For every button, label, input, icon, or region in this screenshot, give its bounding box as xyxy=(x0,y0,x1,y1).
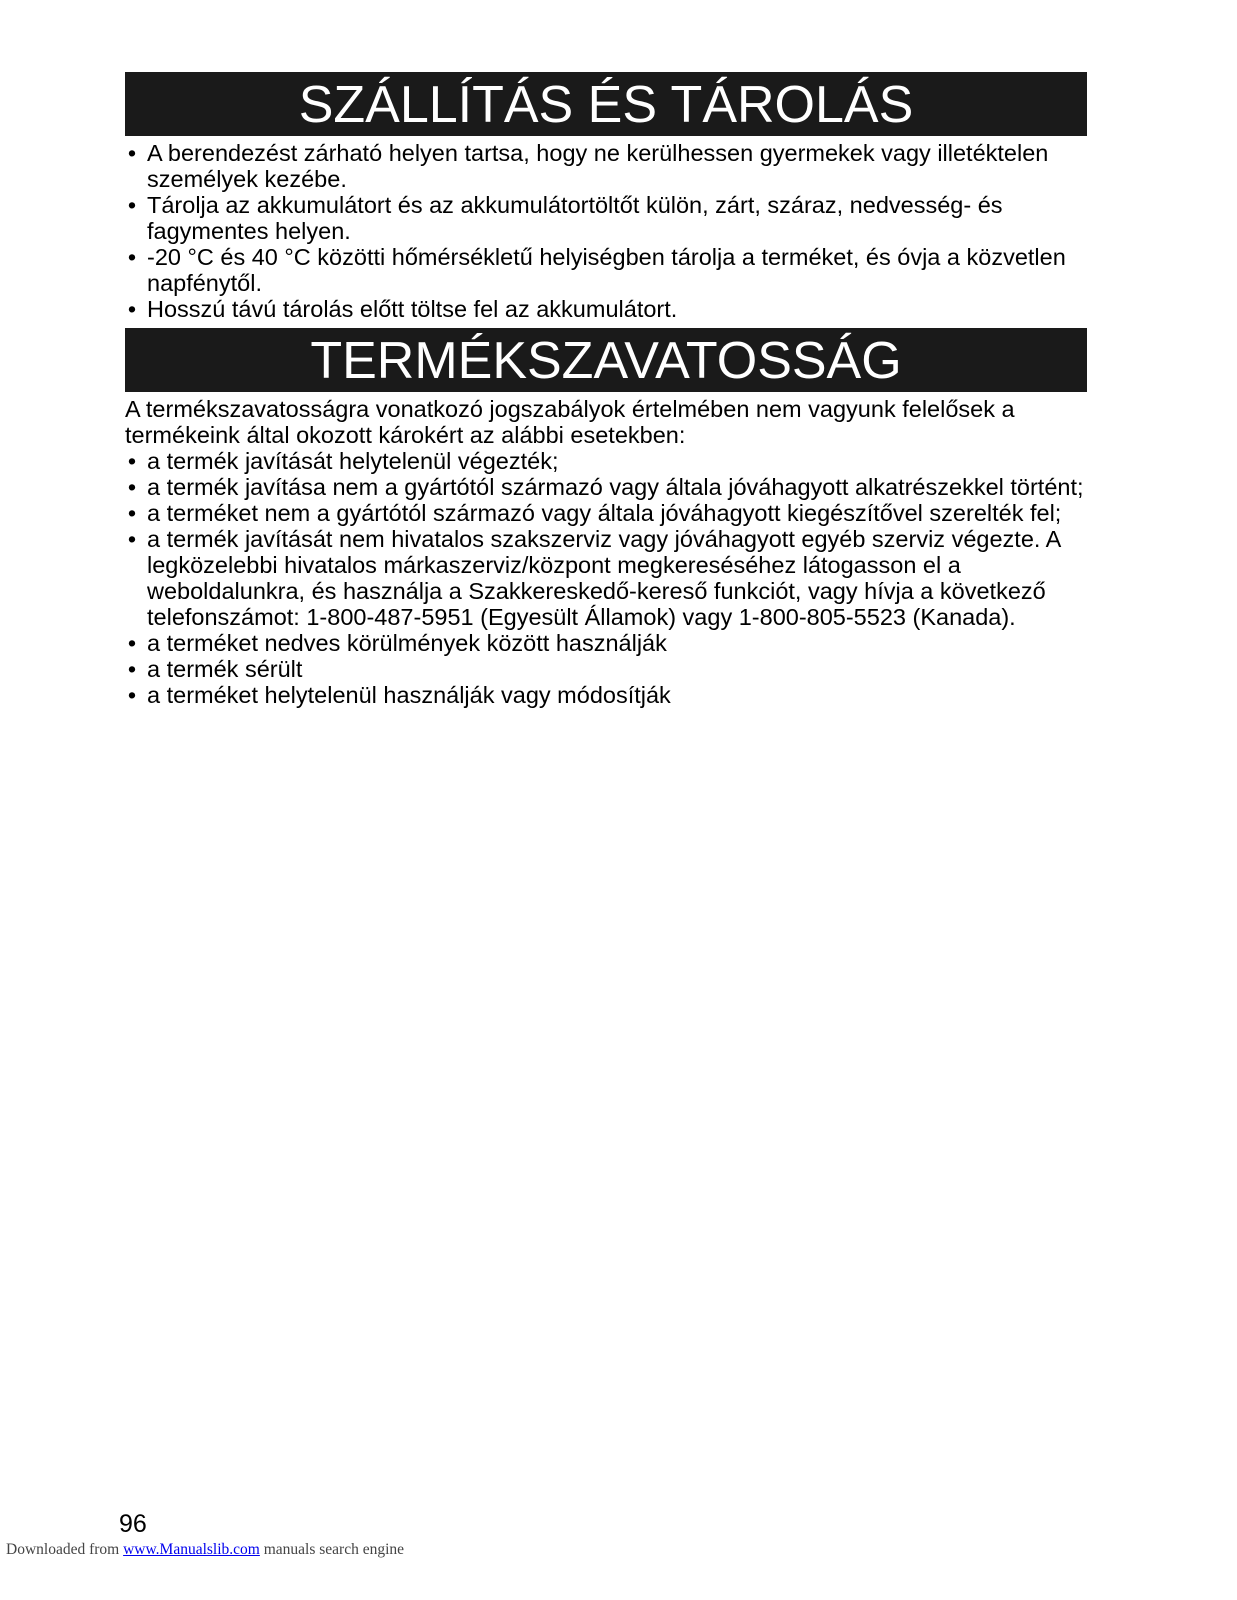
list-item: • Hosszú távú tárolás előtt töltse fel az akkumulátort. xyxy=(125,296,1087,322)
list-item: • a termék javítása nem a gyártótól származó vagy általa jóváhagyott alkatrészekkel történt; xyxy=(125,474,1087,500)
list-item: • -20 °C és 40 °C közötti hőmérsékletű helyiségben tárolja a terméket, és óvja a közvetlen napfénytől. xyxy=(125,244,1087,296)
footer-prefix: Downloaded from xyxy=(6,1541,124,1558)
bullet-icon: • xyxy=(127,526,137,552)
bullet-icon: • xyxy=(127,630,137,656)
list-item: • a terméket nedves körülmények között használják xyxy=(125,630,1087,656)
bullet-icon: • xyxy=(127,140,137,166)
section-header-warranty: TERMÉKSZAVATOSSÁG xyxy=(125,328,1087,392)
bullet-icon: • xyxy=(127,448,137,474)
bullet-icon: • xyxy=(127,500,137,526)
bullet-icon: • xyxy=(127,682,137,708)
warranty-intro: A termékszavatosságra vonatkozó jogszabályok értelmében nem vagyunk felelősek a termékeink által okozott károkért az alábbi esetekben: xyxy=(125,396,1015,448)
bullet-icon: • xyxy=(127,656,137,682)
manualslib-link[interactable]: www.Manualslib.com xyxy=(123,1541,260,1558)
section-header-storage: SZÁLLÍTÁS ÉS TÁROLÁS xyxy=(125,72,1087,136)
bullet-icon: • xyxy=(127,296,137,322)
page-content xyxy=(125,72,1087,714)
storage-list xyxy=(125,140,1087,322)
download-footer xyxy=(6,1541,404,1559)
bullet-icon: • xyxy=(127,244,137,270)
bullet-icon: • xyxy=(127,192,137,218)
footer-suffix: manuals search engine xyxy=(259,1541,405,1558)
list-item: • A berendezést zárható helyen tartsa, hogy ne kerülhessen gyermekek vagy illetéktelen személyek kezébe. xyxy=(125,140,1087,192)
list-item: • a termék sérült xyxy=(125,656,1087,682)
list-item: • Tárolja az akkumulátort és az akkumulátortöltőt külön, zárt, száraz, nedvesség- és fagymentes helyen. xyxy=(125,192,1087,244)
list-item: • a terméket helytelenül használják vagy módosítják xyxy=(125,682,1087,708)
page-number: 96 xyxy=(119,1510,147,1538)
bullet-icon: • xyxy=(127,474,137,500)
list-item: • a termék javítását helytelenül végezték; xyxy=(125,448,1087,474)
list-item: • a terméket nem a gyártótól származó vagy általa jóváhagyott kiegészítővel szerelték fel; xyxy=(125,500,1087,526)
warranty-list xyxy=(125,448,1087,708)
list-item: • a termék javítását nem hivatalos szakszerviz vagy jóváhagyott egyéb szerviz végezte. A legközelebbi hivatalos márkaszerviz/központ megkereséséhez látogasson el a weboldalunkra, és használja a Szakkereskedő-kereső funkciót, vagy hívja a következő telefonszámot: 1-800-487-5951 (Egyesült Államok) vagy 1-800-805-5523 (Kanada). xyxy=(125,526,1087,630)
